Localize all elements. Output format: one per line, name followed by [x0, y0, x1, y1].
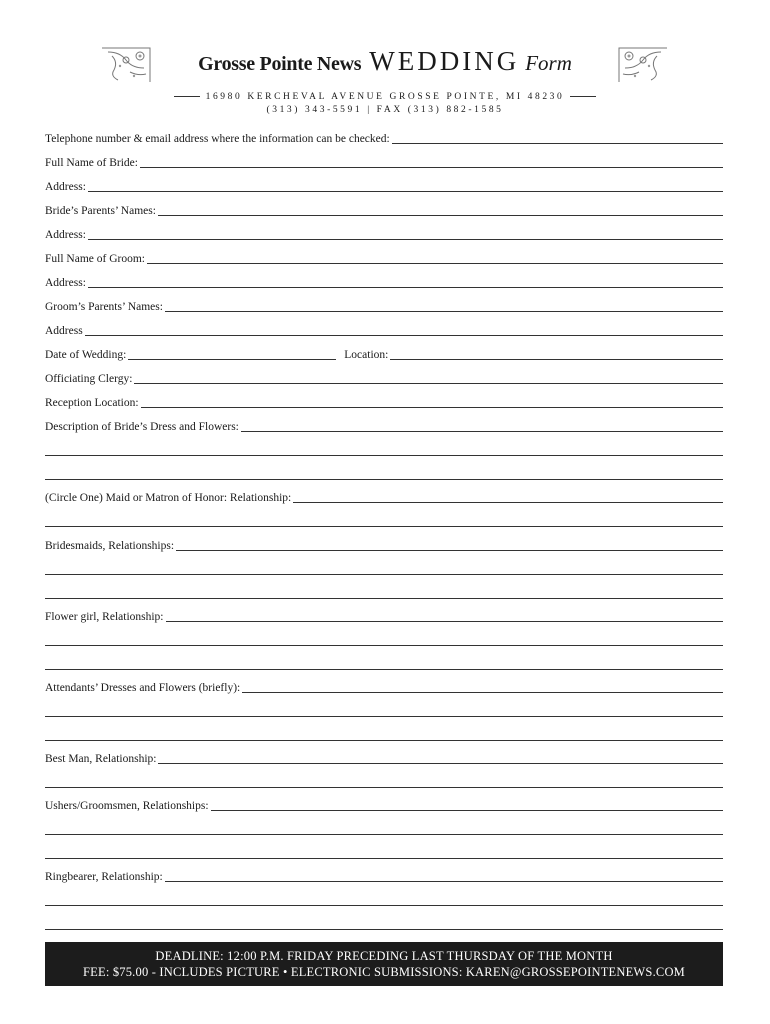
- blank-line[interactable]: [165, 880, 723, 882]
- blank-line-row[interactable]: [45, 916, 723, 932]
- fee-text: FEE: $75.00 - INCLUDES PICTURE • ELECTRONIC SUBMISSIONS: KAREN@GROSSEPOINTENEWS.COM: [83, 965, 685, 979]
- field-label: Officiating Clergy:: [45, 373, 133, 385]
- blank-line-row[interactable]: [45, 703, 723, 719]
- blank-line[interactable]: [165, 310, 723, 312]
- field-label: Ushers/Groomsmen, Relationships:: [45, 800, 209, 812]
- blank-line-row[interactable]: [45, 513, 723, 529]
- field-label: Telephone number & email address where the information can be checked:: [45, 133, 390, 145]
- blank-line[interactable]: [88, 286, 723, 288]
- blank-line-row[interactable]: [45, 656, 723, 672]
- field-label: Best Man, Relationship:: [45, 753, 157, 765]
- blank-line[interactable]: [128, 358, 336, 360]
- ushers-field[interactable]: [45, 797, 723, 813]
- grooms-parents-field[interactable]: [45, 298, 723, 314]
- blank-line[interactable]: [147, 262, 723, 264]
- blank-line[interactable]: [166, 620, 723, 622]
- contact-field[interactable]: [45, 130, 723, 146]
- grooms-parents-address-field[interactable]: [45, 322, 723, 338]
- blank-line[interactable]: [140, 166, 723, 168]
- blank-line[interactable]: [134, 382, 723, 384]
- blank-line-row[interactable]: [45, 821, 723, 837]
- blank-line-row[interactable]: [45, 892, 723, 908]
- blank-line-row[interactable]: [45, 442, 723, 458]
- ringbearer-field[interactable]: [45, 868, 723, 884]
- field-label: Address:: [45, 229, 86, 241]
- field-label: Bride’s Parents’ Names:: [45, 205, 156, 217]
- field-label: Address: [45, 325, 83, 337]
- field-label: Address:: [45, 277, 86, 289]
- dress-field[interactable]: [45, 418, 723, 434]
- bride-name-field[interactable]: [45, 154, 723, 170]
- blank-line[interactable]: [88, 238, 723, 240]
- best-man-field[interactable]: [45, 750, 723, 766]
- paper-name: Grosse Pointe News: [198, 53, 362, 75]
- field-label: Attendants’ Dresses and Flowers (briefly):: [45, 682, 241, 694]
- field-label: Groom’s Parents’ Names:: [45, 301, 163, 313]
- blank-line[interactable]: [392, 142, 723, 144]
- blank-line[interactable]: [390, 358, 723, 360]
- field-label: Date of Wedding:: [45, 349, 127, 361]
- field-label: Ringbearer, Relationship:: [45, 871, 163, 883]
- address-line: 16980 KERCHEVAL AVENUE GROSSE POINTE, MI 48230: [0, 92, 770, 102]
- blank-line-row[interactable]: [45, 774, 723, 790]
- field-label: Description of Bride’s Dress and Flowers:: [45, 421, 239, 433]
- reception-field[interactable]: [45, 394, 723, 410]
- blank-line[interactable]: [88, 190, 723, 192]
- field-label: (Circle One) Maid or Matron of Honor: Relationship:: [45, 492, 292, 504]
- bride-address-field[interactable]: [45, 178, 723, 194]
- blank-line[interactable]: [85, 334, 723, 336]
- flower-girl-field[interactable]: [45, 608, 723, 624]
- floral-ornament-icon: [617, 46, 669, 84]
- field-label: Full Name of Bride:: [45, 157, 138, 169]
- groom-name-field[interactable]: [45, 250, 723, 266]
- blank-line[interactable]: [211, 809, 723, 811]
- deadline-text: DEADLINE: 12:00 P.M. FRIDAY PRECEDING LAST THURSDAY OF THE MONTH: [155, 949, 613, 963]
- field-label: Location:: [344, 349, 389, 361]
- blank-line-row[interactable]: [45, 466, 723, 482]
- blank-line-row[interactable]: [45, 632, 723, 648]
- blank-line[interactable]: [176, 549, 723, 551]
- attendants-field[interactable]: [45, 679, 723, 695]
- blank-line[interactable]: [241, 430, 723, 432]
- field-label: Reception Location:: [45, 397, 139, 409]
- blank-line[interactable]: [141, 406, 723, 408]
- wedding-word: WEDDING: [369, 46, 520, 76]
- blank-line[interactable]: [293, 501, 723, 503]
- bridesmaids-field[interactable]: [45, 537, 723, 553]
- clergy-field[interactable]: [45, 370, 723, 386]
- blank-line-row[interactable]: [45, 561, 723, 577]
- blank-line-row[interactable]: [45, 845, 723, 861]
- brides-parents-field[interactable]: [45, 202, 723, 218]
- blank-line[interactable]: [242, 691, 723, 693]
- blank-line[interactable]: [158, 214, 723, 216]
- blank-line[interactable]: [158, 762, 723, 764]
- date-location-field[interactable]: [45, 346, 723, 362]
- form-word: Form: [525, 51, 572, 75]
- field-label: Full Name of Groom:: [45, 253, 145, 265]
- field-label: Flower girl, Relationship:: [45, 611, 164, 623]
- groom-address-field[interactable]: [45, 274, 723, 290]
- deadline-banner: [45, 942, 723, 986]
- maid-of-honor-field[interactable]: [45, 489, 723, 505]
- blank-line-row[interactable]: [45, 727, 723, 743]
- brides-parents-address-field[interactable]: [45, 226, 723, 242]
- field-label: Address:: [45, 181, 86, 193]
- field-label: Bridesmaids, Relationships:: [45, 540, 175, 552]
- blank-line-row[interactable]: [45, 585, 723, 601]
- phone-line: (313) 343-5591 | FAX (313) 882-1585: [266, 105, 504, 115]
- form-header: [0, 42, 770, 122]
